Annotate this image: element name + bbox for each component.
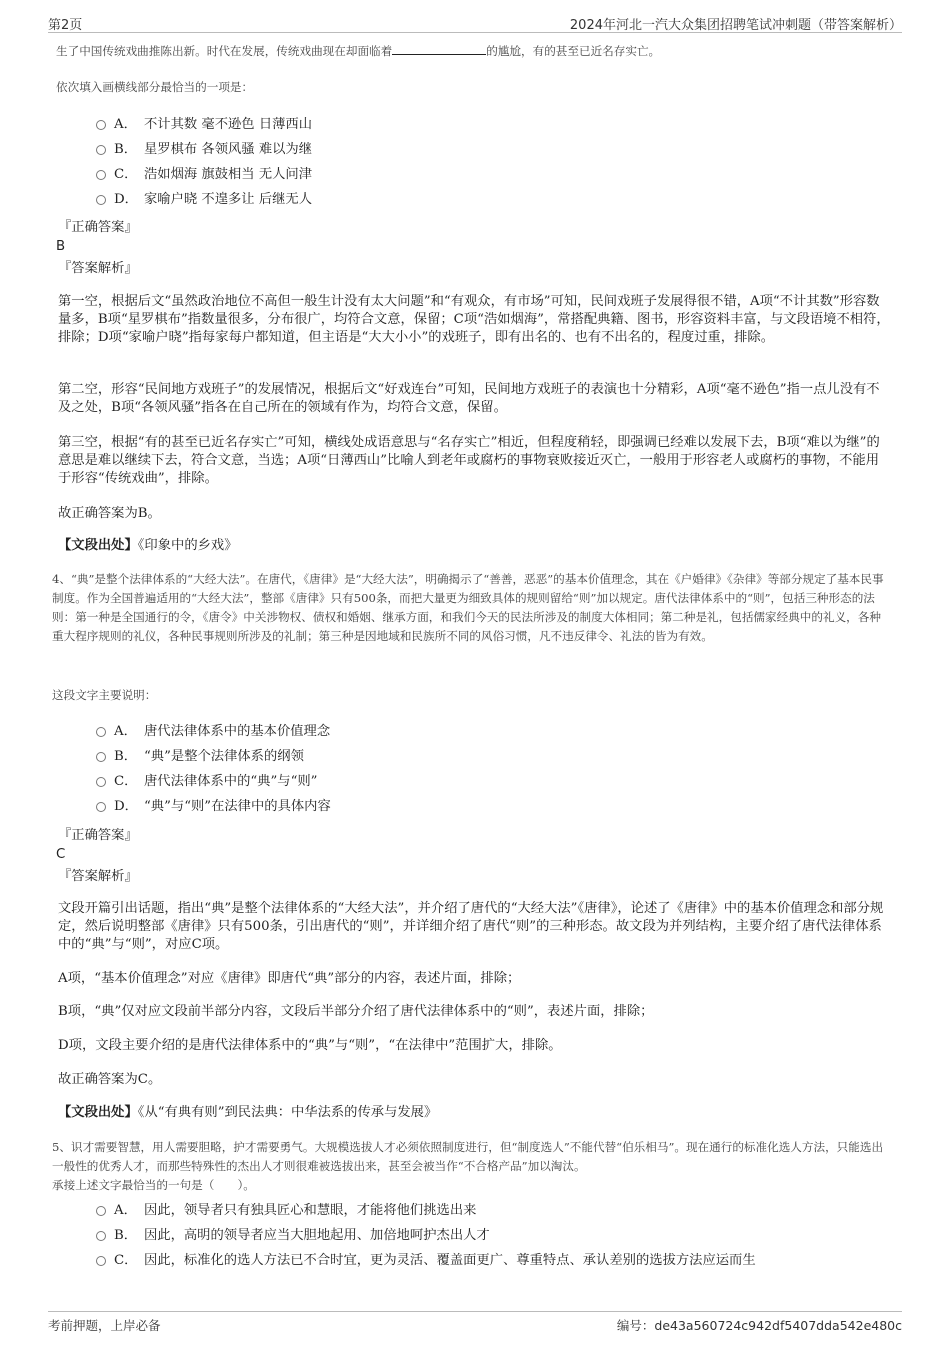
q5-options <box>56 1198 892 1273</box>
radio-icon[interactable] <box>96 195 106 205</box>
q3-analysis-p2: 第二空，形容“民间地方戏班子”的发展情况，根据后文“好戏连台”可知，民间地方戏班子的表演也十分精彩，A项“毫不逊色”指一点儿没有不及之处，B项“各领风骚”指各在自己所在的领域有作为，均符合文意，保留。 <box>58 382 880 415</box>
q4-analysis-p2: A项，“基本价值理念”对应《唐律》即唐代“典”部分的内容，表述片面，排除； <box>58 971 521 986</box>
q4-analysis-p4: D项，文段主要介绍的是唐代法律体系中的“典”与“则”，“在法律中”范围扩大，排除。 <box>58 1038 562 1053</box>
q3-analysis-p1: 第一空，根据后文“虽然政治地位不高但一般生计没有太大问题”和“有观众，有市场”可知，民间戏班子发展得很不错，A项“不计其数”形容数量多，B项“星罗棋布”指数量很多，分布很广，均符合文意，保留；C项“浩如烟海”，常搭配典籍、图书，形容资料丰富，与文段语境不相符，排除；D项“家喻户晓”指每家每户都知道，但主语是“大大小小”的戏班子，即有出名的、也有不出名的，程度过重，排除。 <box>58 294 890 345</box>
q3-option-a[interactable]: A． 不计其数 毫不逊色 日薄西山 <box>96 112 892 137</box>
q3-source: 【文段出处】《印象中的乡戏》 <box>58 538 238 553</box>
radio-icon[interactable] <box>96 170 106 180</box>
q4-analysis-p3: B项，“典”仅对应文段前半部分内容，文段后半部分介绍了唐代法律体系中的“则”，表述片面，排除； <box>58 1004 654 1019</box>
radio-icon[interactable] <box>96 777 106 787</box>
page-footer <box>48 1311 902 1334</box>
fill-blank <box>392 42 486 55</box>
q3-option-b[interactable]: B． 星罗棋布 各领风骚 难以为继 <box>96 137 892 162</box>
radio-icon[interactable] <box>96 1231 106 1241</box>
q3-option-c[interactable]: C． 浩如烟海 旗鼓相当 无人问津 <box>96 162 892 187</box>
q5-stem: 5、识才需要智慧，用人需要胆略，护才需要勇气。大规模选拔人才必须依照制度进行，但“制度选人”不能代替“伯乐相马”。现在通行的标准化选人方法，只能选出一般性的优秀人才，而那些特殊性的杰出人才则很难被选拔出来，甚至会被当作“不合格产品”加以淘汰。 <box>52 1140 884 1173</box>
q4-prompt: 这段文字主要说明： <box>52 688 157 702</box>
q5-option-a[interactable]: A． 因此，领导者只有独具匠心和慧眼，才能将他们挑选出来 <box>96 1198 892 1223</box>
radio-icon[interactable] <box>96 145 106 155</box>
q4-analysis-conclusion: 故正确答案为C。 <box>58 1072 162 1087</box>
radio-icon[interactable] <box>96 120 106 130</box>
q3-analysis-label: 『答案解析』 <box>58 261 138 276</box>
radio-icon[interactable] <box>96 1256 106 1266</box>
q4-option-b[interactable]: B． “典”是整个法律体系的纲领 <box>96 744 892 769</box>
q3-option-d[interactable]: D． 家喻户晓 不遑多让 后继无人 <box>96 187 892 212</box>
q4-options <box>56 719 892 819</box>
radio-icon[interactable] <box>96 727 106 737</box>
q3-stem-tail: 生了中国传统戏曲推陈出新。时代在发展，传统戏曲现在却面临着 的尴尬，有的甚至已近名存实亡。 <box>56 44 661 58</box>
q4-option-d[interactable]: D． “典”与“则”在法律中的具体内容 <box>96 794 892 819</box>
q3-answer-label: 『正确答案』 <box>58 220 138 235</box>
document-title: 2024年河北一汽大众集团招聘笔试冲刺题（带答案解析） <box>569 18 902 33</box>
q5-option-c[interactable]: C． 因此，标准化的选人方法已不合时宜，更为灵活、覆盖面更广、尊重特点、承认差别的选拔方法应运而生 <box>96 1248 892 1273</box>
q4-source: 【文段出处】《从“有典有则”到民法典：中华法系的传承与发展》 <box>58 1105 438 1120</box>
footer-slogan: 考前押题，上岸必备 <box>48 1318 161 1333</box>
page-header <box>48 14 902 33</box>
page-number: 第2页 <box>48 18 83 33</box>
q4-analysis-p1: 文段开篇引出话题，指出“典”是整个法律体系的“大经大法”，并介绍了唐代的“大经大法”《唐律》，论述了《唐律》中的基本价值理念和部分规定，然后说明整部《唐律》只有500条，引出唐代的“则”，并详细介绍了唐代“则”的三种形态。故文段为并列结构，主要介绍了唐代法律体系中的“典”与“则”，对应C项。 <box>58 901 884 952</box>
q4-option-a[interactable]: A． 唐代法律体系中的基本价值理念 <box>96 719 892 744</box>
document-code: 编号：de43a560724c942df5407dda542e480c <box>616 1318 902 1333</box>
q3-analysis-p3: 第三空，根据“有的甚至已近名存实亡”可知，横线处成语意思与“名存实亡”相近，但程度稍轻，即强调已经难以发展下去，B项“难以为继”的意思是难以继续下去，符合文意，当选；A项“日薄西山”比喻人到老年或腐朽的事物衰败接近灭亡，一般用于形容老人或腐朽的事物，不能用于形容“传统戏曲”，排除。 <box>58 435 880 486</box>
radio-icon[interactable] <box>96 1206 106 1216</box>
radio-icon[interactable] <box>96 752 106 762</box>
q3-prompt: 依次填入画横线部分最恰当的一项是： <box>56 80 254 94</box>
q3-answer: B <box>56 239 66 254</box>
q4-stem: 4、“典”是整个法律体系的“大经大法”。在唐代，《唐律》是“大经大法”，明确揭示了“善善，恶恶”的基本价值理念，其在《户婚律》《杂律》等部分规定了基本民事制度。作为全国普遍适用的“大经大法”，整部《唐律》只有500条，而把大量更为细致具体的规则留给“则”加以规定。唐代法律体系中的“则”，包括三种形态的法则：第一种是全国通行的令，《唐令》中关涉物权、债权和婚姻、继承方面，和我们今天的民法所涉及的制度大体相同；第二种是礼，包括儒家经典中的礼义，各种重大程序规则的礼仪，各种民事规则所涉及的礼制；第三种是因地域和民族所不同的风俗习惯，凡不违反律令、礼法的皆为有效。 <box>52 572 884 643</box>
q4-option-c[interactable]: C． 唐代法律体系中的“典”与“则” <box>96 769 892 794</box>
q3-analysis-conclusion: 故正确答案为B。 <box>58 506 161 521</box>
q5-option-b[interactable]: B． 因此，高明的领导者应当大胆地起用、加倍地呵护杰出人才 <box>96 1223 892 1248</box>
q4-answer-label: 『正确答案』 <box>58 828 138 843</box>
q4-analysis-label: 『答案解析』 <box>58 869 138 884</box>
q5-prompt: 承接上述文字最恰当的一句是（ ）。 <box>52 1178 255 1192</box>
radio-icon[interactable] <box>96 802 106 812</box>
q4-answer: C <box>56 847 66 862</box>
q3-options <box>56 112 892 212</box>
